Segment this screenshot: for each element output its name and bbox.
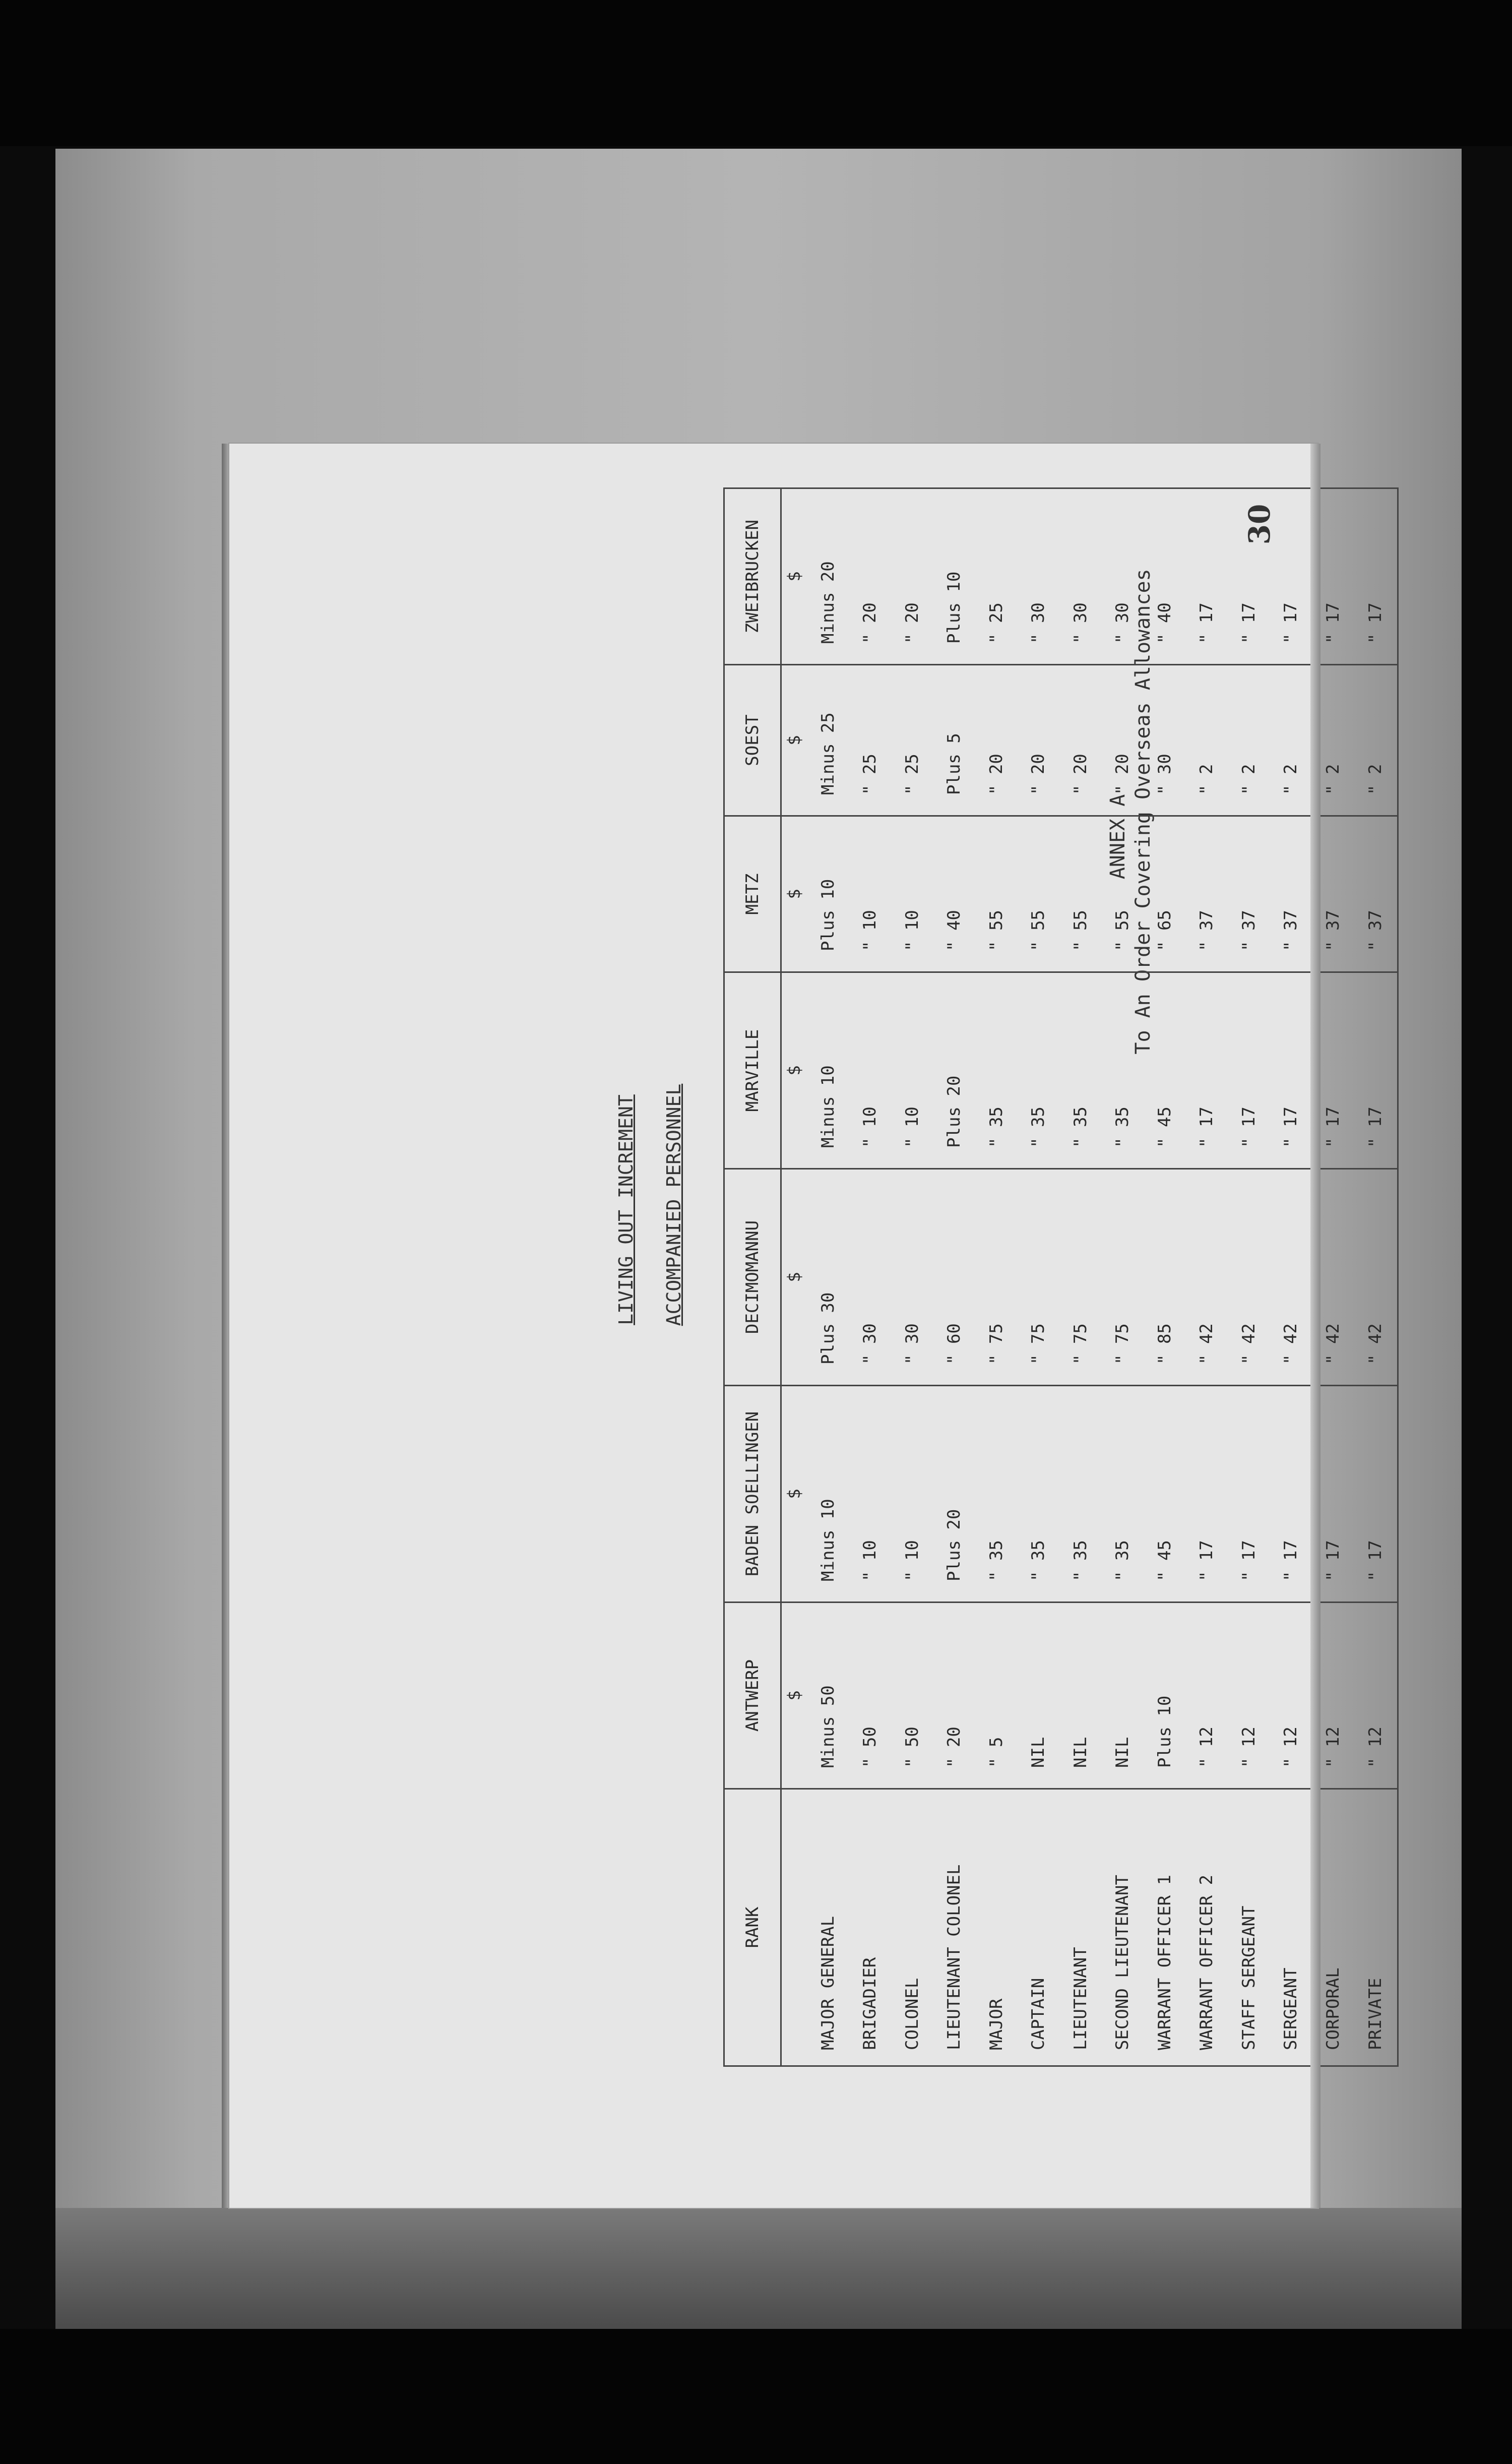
table-row xyxy=(1186,488,1228,2066)
table-row xyxy=(975,488,1018,2066)
rotated-content xyxy=(229,444,1386,2208)
table-cell: " 75 xyxy=(1059,1169,1102,1386)
table-cell: " 17 xyxy=(1186,488,1228,665)
table-cell: " 17 xyxy=(1312,488,1354,665)
table-cell: " 35 xyxy=(1059,1386,1102,1603)
table-subheading: ACCOMPANIED PERSONNEL xyxy=(663,1083,685,1326)
table-cell: " 75 xyxy=(1102,1169,1144,1386)
table-cell: Minus 10 xyxy=(807,972,849,1169)
table-cell xyxy=(781,1789,807,2066)
table-cell: " 42 xyxy=(1312,1169,1354,1386)
table-cell: " 55 xyxy=(975,816,1018,972)
table-cell: " 35 xyxy=(1102,972,1144,1169)
column-header: BADEN SOELLINGEN xyxy=(724,1386,781,1603)
table-cell: " 10 xyxy=(849,1386,892,1603)
table-cell: " 42 xyxy=(1228,1169,1270,1386)
table-cell: " 10 xyxy=(849,972,892,1169)
table-cell: " 60 xyxy=(933,1169,976,1386)
column-header: ANTWERP xyxy=(724,1603,781,1789)
currency-symbol: $ xyxy=(781,1386,807,1603)
table-cell: " 2 xyxy=(1186,665,1228,816)
paper-edge-right xyxy=(1310,444,1320,2208)
table-cell: " 50 xyxy=(849,1603,892,1789)
rank-cell: BRIGADIER xyxy=(849,1789,892,2066)
table-row xyxy=(1270,488,1312,2066)
table-cell: " 37 xyxy=(1354,816,1398,972)
table-cell: " 17 xyxy=(1354,1386,1398,1603)
table-cell: " 65 xyxy=(1144,816,1186,972)
table-row xyxy=(1354,488,1398,2066)
table-cell: " 35 xyxy=(1102,1386,1144,1603)
table-cell: " 42 xyxy=(1186,1169,1228,1386)
table-cell: " 37 xyxy=(1312,816,1354,972)
column-header: DECIMOMANNU xyxy=(724,1169,781,1386)
table-cell: " 35 xyxy=(1018,1386,1060,1603)
table-cell: Plus 20 xyxy=(933,972,976,1169)
table-cell: " 30 xyxy=(891,1169,933,1386)
rank-cell: LIEUTENANT COLONEL xyxy=(933,1789,976,2066)
rank-cell: COLONEL xyxy=(891,1789,933,2066)
rank-cell: LIEUTENANT xyxy=(1059,1789,1102,2066)
table-cell: " 17 xyxy=(1228,972,1270,1169)
allowance-table-wrap xyxy=(723,489,1399,2067)
rank-cell: STAFF SERGEANT xyxy=(1228,1789,1270,2066)
table-cell: " 20 xyxy=(891,488,933,665)
table-cell: " 30 xyxy=(1018,488,1060,665)
table-cell: " 17 xyxy=(1186,972,1228,1169)
table-cell: " 25 xyxy=(975,488,1018,665)
table-cell: " 42 xyxy=(1354,1169,1398,1386)
table-row xyxy=(1018,488,1060,2066)
table-cell: " 17 xyxy=(1270,972,1312,1169)
table-cell: " 30 xyxy=(849,1169,892,1386)
table-cell: " 20 xyxy=(1018,665,1060,816)
table-cell: Plus 5 xyxy=(933,665,976,816)
table-row xyxy=(1228,488,1270,2066)
table-cell: Plus 20 xyxy=(933,1386,976,1603)
table-cell: " 20 xyxy=(1102,665,1144,816)
table-cell: Plus 10 xyxy=(807,816,849,972)
table-cell: " 12 xyxy=(1312,1603,1354,1789)
table-cell: " 45 xyxy=(1144,972,1186,1169)
table-cell: Minus 20 xyxy=(807,488,849,665)
frame-shadow xyxy=(55,2208,1462,2331)
table-row xyxy=(807,488,849,2066)
allowance-table xyxy=(723,487,1399,2067)
table-row xyxy=(1144,488,1186,2066)
table-cell: " 2 xyxy=(1354,665,1398,816)
column-header: METZ xyxy=(724,816,781,972)
table-cell: " 10 xyxy=(891,816,933,972)
table-cell: " 25 xyxy=(849,665,892,816)
table-cell: NIL xyxy=(1059,1603,1102,1789)
rank-cell: CAPTAIN xyxy=(1018,1789,1060,2066)
table-cell: NIL xyxy=(1102,1603,1144,1789)
table-cell: " 10 xyxy=(849,816,892,972)
table-cell: " 30 xyxy=(1144,665,1186,816)
table-cell: " 17 xyxy=(1312,1386,1354,1603)
rank-cell: MAJOR GENERAL xyxy=(807,1789,849,2066)
table-row xyxy=(1059,488,1102,2066)
table-cell: " 2 xyxy=(1312,665,1354,816)
table-cell: " 25 xyxy=(891,665,933,816)
page-number: 30 xyxy=(1242,504,1277,545)
currency-symbol: $ xyxy=(781,816,807,972)
table-cell: " 10 xyxy=(891,1386,933,1603)
rank-cell: PRIVATE xyxy=(1354,1789,1398,2066)
rank-cell: MAJOR xyxy=(975,1789,1018,2066)
table-cell: " 35 xyxy=(975,1386,1018,1603)
document-page xyxy=(229,444,1386,2208)
rank-cell: WARRANT OFFICER 1 xyxy=(1144,1789,1186,2066)
annex-subtitle: To An Order Covering Overseas Allowances xyxy=(1131,569,1155,1055)
table-cell: Minus 25 xyxy=(807,665,849,816)
table-cell: " 2 xyxy=(1228,665,1270,816)
rank-cell: WARRANT OFFICER 2 xyxy=(1186,1789,1228,2066)
table-cell: " 20 xyxy=(1059,665,1102,816)
table-cell: " 40 xyxy=(1144,488,1186,665)
rank-cell: SERGEANT xyxy=(1270,1789,1312,2066)
table-cell: " 37 xyxy=(1228,816,1270,972)
film-border-bottom xyxy=(0,2329,1512,2464)
film-border-top xyxy=(0,0,1512,146)
table-cell: " 35 xyxy=(975,972,1018,1169)
table-cell: " 17 xyxy=(1186,1386,1228,1603)
table-heading: LIVING OUT INCREMENT xyxy=(615,1094,637,1325)
table-cell: " 12 xyxy=(1354,1603,1398,1789)
table-cell: " 17 xyxy=(1228,1386,1270,1603)
currency-symbol: $ xyxy=(781,665,807,816)
table-cell: Minus 50 xyxy=(807,1603,849,1789)
table-row xyxy=(1102,488,1144,2066)
column-header: ZWEIBRUCKEN xyxy=(724,488,781,665)
column-header: RANK xyxy=(724,1789,781,2066)
table-cell: Plus 30 xyxy=(807,1169,849,1386)
table-row xyxy=(891,488,933,2066)
table-cell: " 12 xyxy=(1186,1603,1228,1789)
table-cell: " 45 xyxy=(1144,1386,1186,1603)
currency-row xyxy=(781,488,807,2066)
table-cell: " 17 xyxy=(1354,972,1398,1169)
table-cell: " 55 xyxy=(1102,816,1144,972)
rank-cell: CORPORAL xyxy=(1312,1789,1354,2066)
table-cell: " 17 xyxy=(1228,488,1270,665)
table-cell: " 17 xyxy=(1312,972,1354,1169)
table-cell: NIL xyxy=(1018,1603,1060,1789)
table-cell: Minus 10 xyxy=(807,1386,849,1603)
table-cell: " 75 xyxy=(1018,1169,1060,1386)
table-cell: " 75 xyxy=(975,1169,1018,1386)
table-cell: " 20 xyxy=(849,488,892,665)
annex-title: ANNEX A xyxy=(1106,794,1129,880)
table-cell: " 85 xyxy=(1144,1169,1186,1386)
table-cell: " 55 xyxy=(1059,816,1102,972)
table-cell: " 17 xyxy=(1354,488,1398,665)
table-cell: " 30 xyxy=(1059,488,1102,665)
table-cell: " 37 xyxy=(1270,816,1312,972)
table-cell: " 50 xyxy=(891,1603,933,1789)
column-header: SOEST xyxy=(724,665,781,816)
table-cell: " 20 xyxy=(933,1603,976,1789)
table-cell: " 55 xyxy=(1018,816,1060,972)
table-cell: " 10 xyxy=(891,972,933,1169)
table-cell: " 17 xyxy=(1270,1386,1312,1603)
table-cell: " 12 xyxy=(1270,1603,1312,1789)
table-cell: " 35 xyxy=(1018,972,1060,1169)
table-body xyxy=(781,488,1398,2066)
rank-cell: SECOND LIEUTENANT xyxy=(1102,1789,1144,2066)
table-cell: " 17 xyxy=(1270,488,1312,665)
table-cell: " 5 xyxy=(975,1603,1018,1789)
column-header: MARVILLE xyxy=(724,972,781,1169)
table-cell: " 12 xyxy=(1228,1603,1270,1789)
table-cell: " 40 xyxy=(933,816,976,972)
table-cell: " 20 xyxy=(975,665,1018,816)
table-cell: " 2 xyxy=(1270,665,1312,816)
table-cell: " 37 xyxy=(1186,816,1228,972)
table-cell: Plus 10 xyxy=(933,488,976,665)
currency-symbol: $ xyxy=(781,972,807,1169)
table-row xyxy=(849,488,892,2066)
table-cell: " 35 xyxy=(1059,972,1102,1169)
table-cell: Plus 10 xyxy=(1144,1603,1186,1789)
table-cell: " 42 xyxy=(1270,1169,1312,1386)
table-row xyxy=(933,488,976,2066)
currency-symbol: $ xyxy=(781,488,807,665)
table-header-row xyxy=(724,488,781,2066)
table-cell: " 30 xyxy=(1102,488,1144,665)
currency-symbol: $ xyxy=(781,1169,807,1386)
currency-symbol: $ xyxy=(781,1603,807,1789)
